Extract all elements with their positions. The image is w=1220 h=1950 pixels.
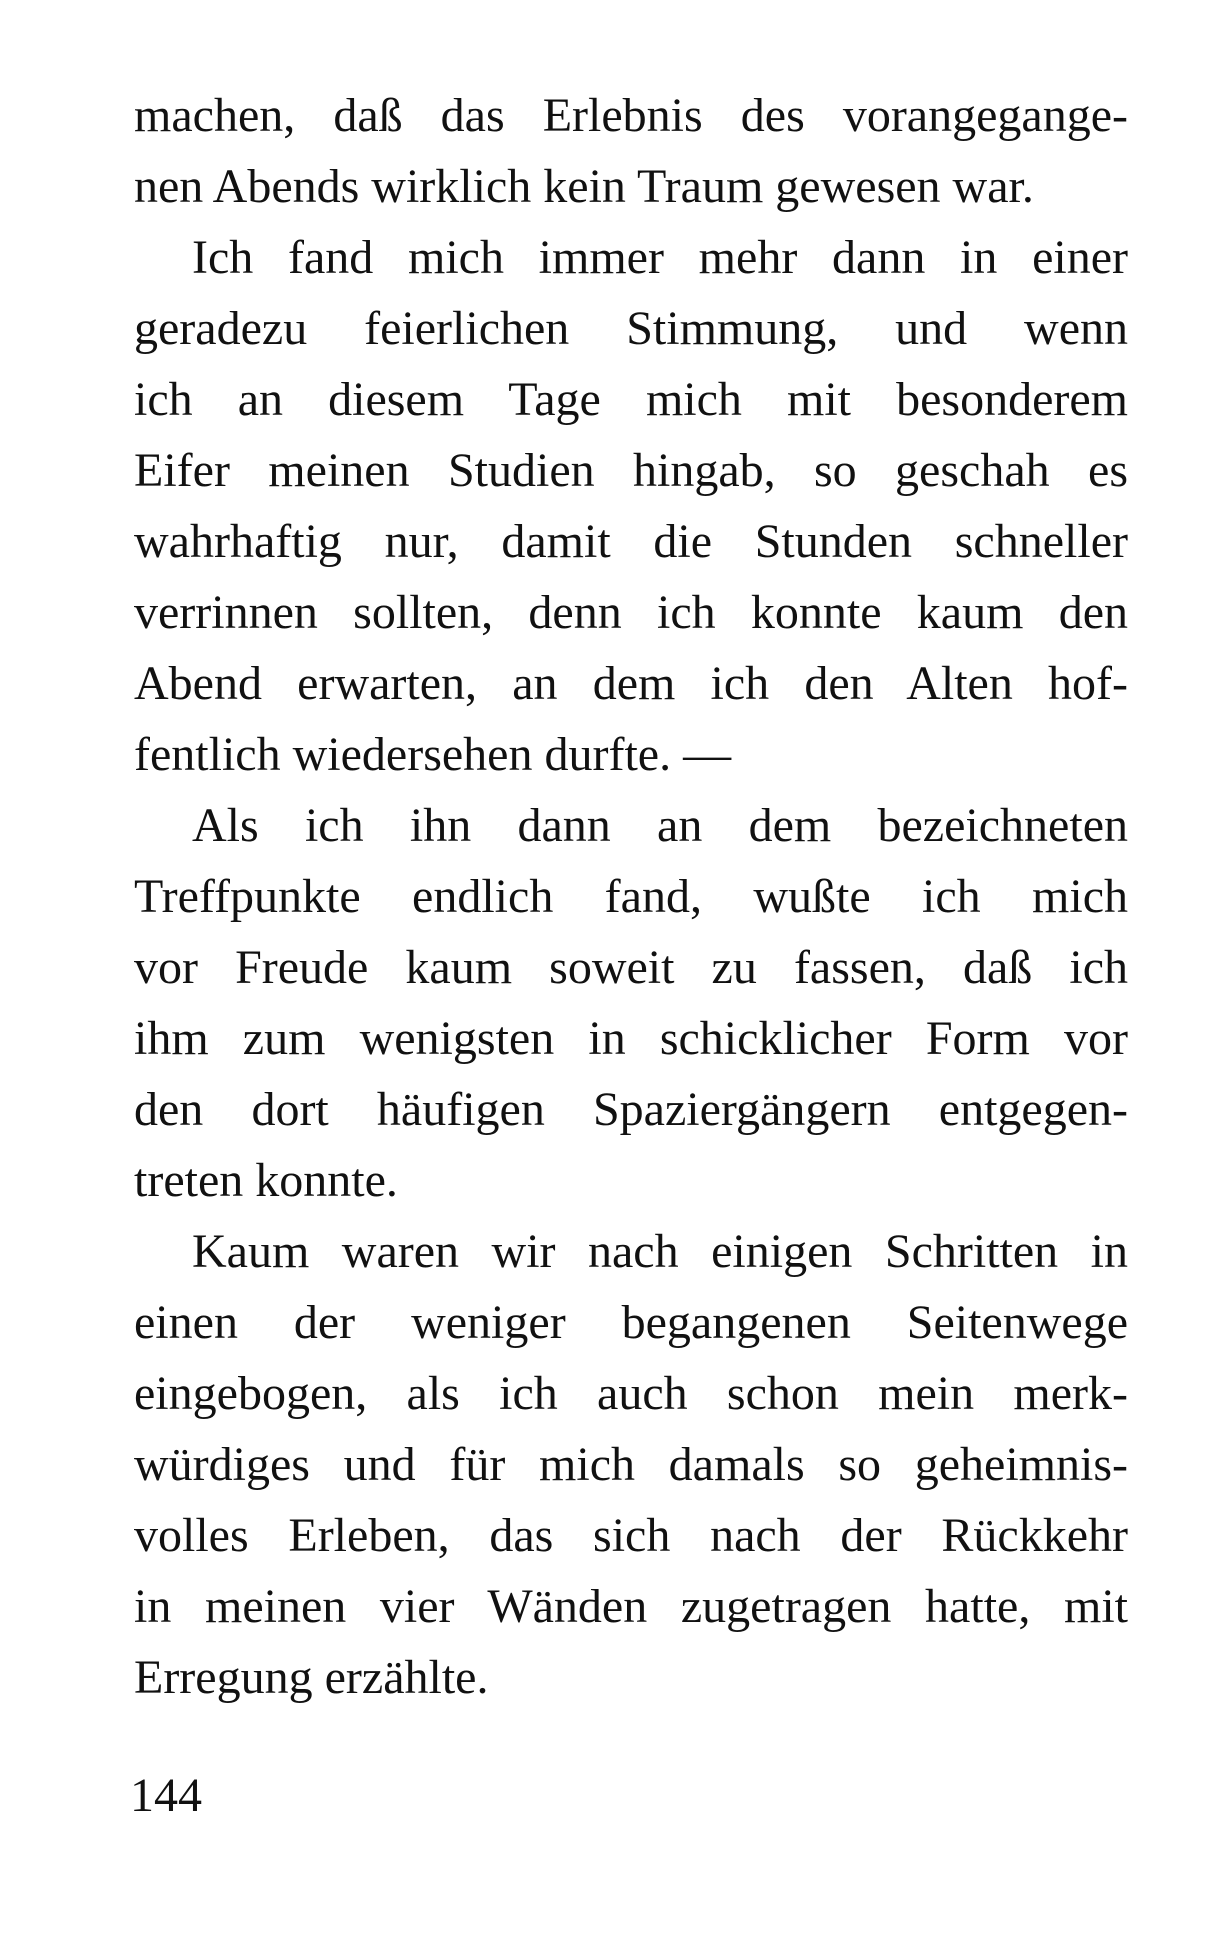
text-line: nen Abends wirklich kein Traum gewesen war. xyxy=(134,160,1034,213)
text-line: volles Erleben, das sich nach der Rückkehr xyxy=(134,1509,1128,1562)
text-line: den dort häufigen Spaziergängern entgegen- xyxy=(134,1083,1128,1136)
text-line: ihm zum wenigsten in schicklicher Form vor xyxy=(134,1012,1128,1065)
text-line: wahrhaftig nur, damit die Stunden schneller xyxy=(134,515,1128,568)
text-line: verrinnen sollten, denn ich konnte kaum den xyxy=(134,586,1128,639)
text-line: Ich fand mich immer mehr dann in einer xyxy=(192,231,1128,284)
text-line: in meinen vier Wänden zugetragen hatte, mit xyxy=(134,1580,1128,1633)
text-line: eingebogen, als ich auch schon mein merk- xyxy=(134,1367,1128,1420)
page-number: 144 xyxy=(130,1769,202,1822)
text-line: Als ich ihn dann an dem bezeichneten xyxy=(192,799,1128,852)
text-line: machen, daß das Erlebnis des vorangegange- xyxy=(134,89,1128,142)
text-line: würdiges und für mich damals so geheimnis- xyxy=(134,1438,1128,1491)
text-line: vor Freude kaum soweit zu fassen, daß ich xyxy=(134,941,1128,994)
paragraph-4 xyxy=(134,1216,1128,1713)
text-line: fentlich wiedersehen durfte. — xyxy=(134,728,732,781)
paragraph-3 xyxy=(134,790,1128,1216)
text-line: ich an diesem Tage mich mit besonderem xyxy=(134,373,1128,426)
paragraph-2 xyxy=(134,222,1128,790)
text-line: geradezu feierlichen Stimmung, und wenn xyxy=(134,302,1128,355)
text-line: Eifer meinen Studien hingab, so geschah es xyxy=(134,444,1128,497)
text-line: Kaum waren wir nach einigen Schritten in xyxy=(192,1225,1128,1278)
text-line: Treffpunkte endlich fand, wußte ich mich xyxy=(134,870,1128,923)
text-line: Abend erwarten, an dem ich den Alten hof- xyxy=(134,657,1128,710)
text-line: treten konnte. xyxy=(134,1154,398,1207)
body-text xyxy=(134,80,1128,1713)
paragraph-1 xyxy=(134,80,1128,222)
text-line: einen der weniger begangenen Seitenwege xyxy=(134,1296,1128,1349)
text-line: Erregung erzählte. xyxy=(134,1651,489,1704)
